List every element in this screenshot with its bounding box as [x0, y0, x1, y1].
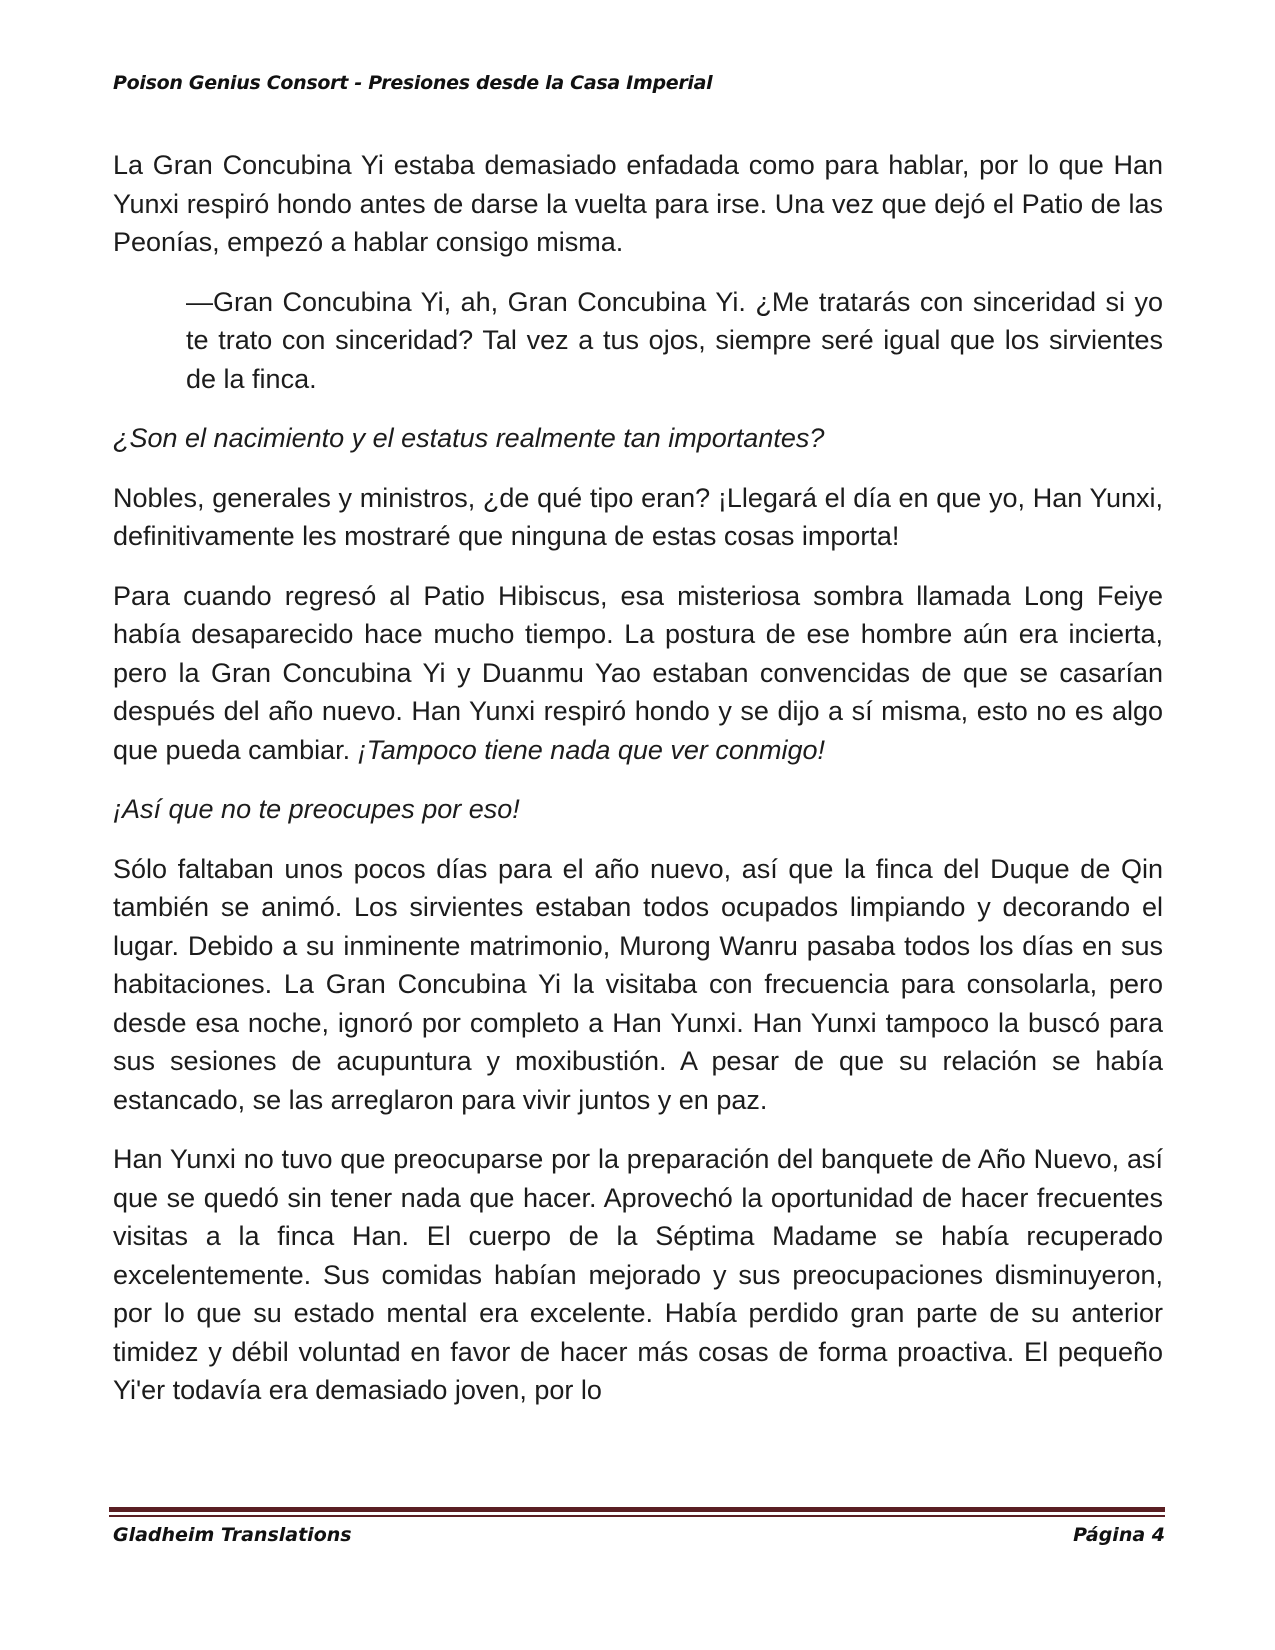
paragraph-1: La Gran Concubina Yi estaba demasiado enfadada como para hablar, por lo que Han Yunxi respiró hondo antes de darse la vuelta para irse. Una vez que dejó el Patio de las Peonías, empezó a hablar consigo misma. — [113, 150, 1163, 257]
footer-rule-thin — [109, 1515, 1165, 1517]
dialogue-paragraph: —Gran Concubina Yi, ah, Gran Concubina Yi. ¿Me tratarás con sinceridad si yo te trato con sinceridad? Tal vez a tus ojos, siempre seré igual que los sirvientes de la finca. — [186, 286, 1163, 394]
paragraph-4: Nobles, generales y ministros, ¿de qué tipo eran? ¡Llegará el día en que yo, Han Yunxi, definitivamente les mostraré que ninguna de estas cosas importa! — [113, 482, 1163, 551]
italic-thought-2: ¡Así que no te preocupes por eso! — [113, 794, 520, 824]
footer-publisher: Gladheim Translations — [113, 1524, 352, 1546]
footer-rule-thick — [109, 1507, 1165, 1512]
paragraph-5-text: Para cuando regresó al Patio Hibiscus, esa misteriosa sombra llamada Long Feiye había desaparecido hace mucho tiempo. La postura de ese hombre aún era incierta, pero la Gran Concubina Yi y Duanmu Yao estaban convencidas de que se casarían después del año nuevo. Han Yunxi respiró hondo y se dijo a sí misma, esto no es algo que pueda cambiar. — [113, 580, 1163, 765]
body-text — [113, 146, 1163, 1431]
paragraph-8: Han Yunxi no tuvo que preocuparse por la preparación del banquete de Año Nuevo, así que se quedó sin tener nada que hacer. Aprovechó la oportunidad de hacer frecuentes visitas a la finca Han. El cuerpo de la Séptima Madame se había recuperado excelentemente. Sus comidas habían mejorado y sus preocupaciones disminuyeron, por lo que su estado mental era excelente. Había perdido gran parte de su anterior timidez y débil voluntad en favor de hacer más cosas de forma proactiva. El pequeño Yi'er todavía era demasiado joven, por lo — [113, 1144, 1163, 1405]
paragraph-5 — [113, 577, 1163, 770]
italic-thought-1: ¿Son el nacimiento y el estatus realmente tan importantes? — [113, 423, 825, 453]
paragraph-5-italic: ¡Tampoco tiene nada que ver conmigo! — [357, 734, 825, 765]
paragraph-7: Sólo faltaban unos pocos días para el año nuevo, así que la finca del Duque de Qin también se animó. Los sirvientes estaban todos ocupados limpiando y decorando el lugar. Debido a su inminente matrimonio, Murong Wanru pasaba todos los días en sus habitaciones. La Gran Concubina Yi la visitaba con frecuencia para consolarla, pero desde esa noche, ignoró por completo a Han Yunxi. Han Yunxi tampoco la buscó para sus sesiones de acupuntura y moxibustión. A pesar de que su relación se había estancado, se las arreglaron para vivir juntos y en paz. — [113, 853, 1163, 1115]
running-header: Poison Genius Consort - Presiones desde la Casa Imperial — [113, 72, 713, 94]
page-number: Página 4 — [1073, 1524, 1165, 1546]
